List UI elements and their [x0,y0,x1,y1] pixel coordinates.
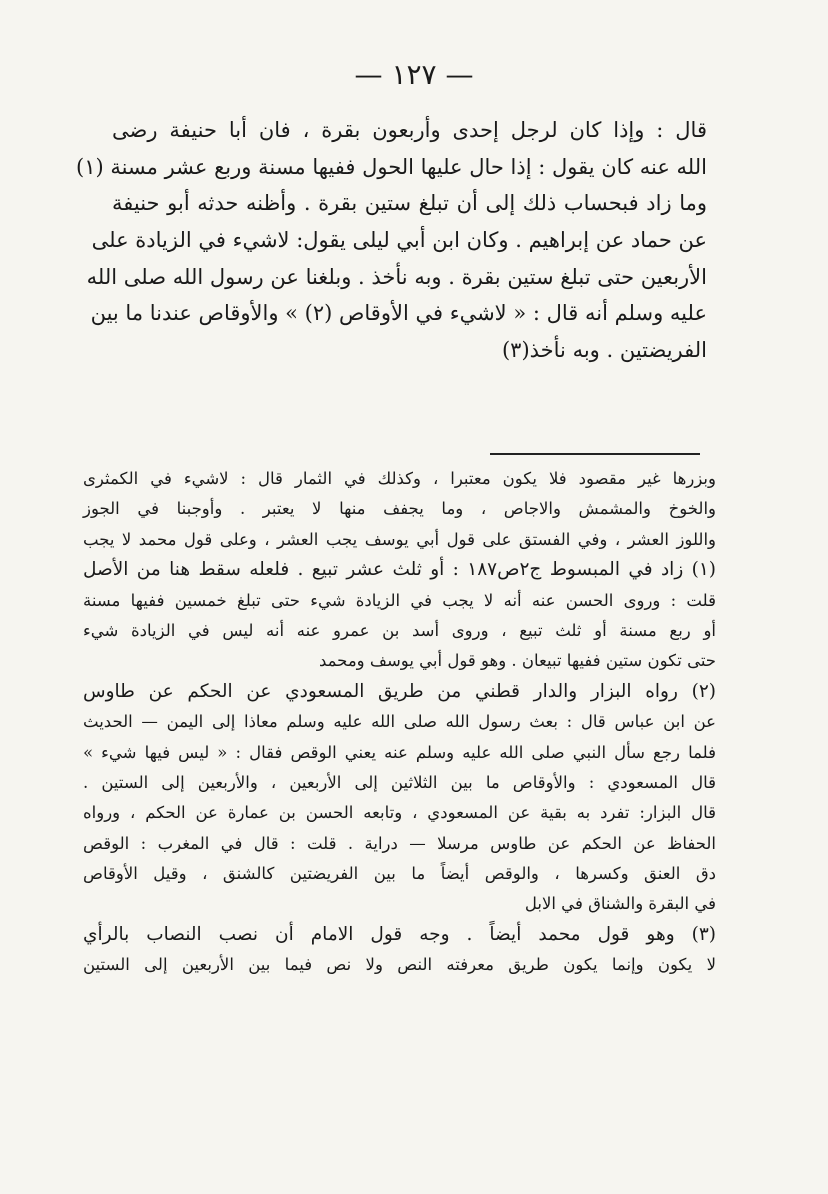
footnote-line: وبزرها غير مقصود فلا يكون معتبرا ، وكذلك في الثمار قال : لاشيء في الكمثرى [83,469,716,488]
footnote-line: دق العنق وكسرها ، والوقص أيضاً ما بين الفريضتين كالشنق ، وقيل الأوقاص [83,864,716,884]
main-text-line: عن حماد عن إبراهيم . وكان ابن أبي ليلى يقول: لاشيء في الزيادة على [91,228,707,253]
footnote-line: الحفاظ عن الحكم عن طاوس مرسلا — دراية . قلت : قال في المغرب : الوقص [83,833,716,853]
footnote-line: فلما رجع سأل النبي صلى الله عليه وسلم عنه يعني الوقص فقال : « ليس فيها شيء » [83,742,716,762]
footnote-divider [490,453,700,455]
footnote-line: قال المسعودي : والأوقاص ما بين الثلاثين إلى الأربعين ، والأربعين إلى الستين . [83,772,716,792]
footnote-line: (٢) رواه البزار والدار قطني من طريق المسعودي عن الحكم عن طاوس [83,680,716,702]
footnote-line: (٣) وهو قول محمد أيضاً . وجه قول الامام أن نصب النصاب بالرأي [83,923,716,945]
main-text-line: الله عنه كان يقول : إذا حال عليها الحول ففيها مسنة وربع عشر مسنة (١) [75,154,707,179]
main-text-line: قال : وإذا كان لرجل إحدى وأربعون بقرة ، فان أبا حنيفة رضى [112,118,707,142]
main-text-line: عليه وسلم أنه قال : « لاشيء في الأوقاص (٢) » والأوقاص عندنا ما بين [90,301,707,326]
footnote-line: لا يكون وإنما يكون طريق معرفته النص ولا نص فيما بين الأربعين إلى الستين [83,955,716,975]
footnote-line: أو ربع مسنة أو ثلث تبيع ، وروى أسد بن عمرو عنه أنه ليس في الزيادة شيء [83,620,716,640]
main-text [75,112,707,369]
page-number: — ١٢٧ — [354,58,474,91]
main-text-line: الأربعين حتى تبلغ ستين بقرة . وبه نأخذ . وبلغنا عن رسول الله صلى الله [86,264,707,289]
footnote-line: (١) زاد في المبسوط ج٢ص١٨٧ : أو ثلث عشر تبيع . فلعله سقط هنا من الأصل [83,559,716,581]
footnote-line: قال البزار: تفرد به بقية عن المسعودي ، وتابعه الحسن بن عمارة عن الحكم ، ورواه [83,803,716,823]
footnote-line: قلت : وروى الحسن عنه أنه لا يجب في الزيادة شيء حتى تبلغ خمسين ففيها مسنة [83,590,716,610]
footnote-line: واللوز العشر ، وفي الفستق على قول أبي يوسف يجب العشر ، وعلى قول محمد لا يجب [83,529,716,549]
footnotes [83,464,716,981]
main-text-line: وما زاد فبحساب ذلك إلى أن تبلغ ستين بقرة . وأظنه حدثه أبو حنيفة [112,191,707,216]
footnote-line: حتى تكون ستين ففيها تبيعان . وهو قول أبي يوسف ومحمد [318,651,716,671]
footnote-line: في البقرة والشناق في الابل [524,894,716,914]
main-text-line: الفريضتين . وبه نأخذ(٣) [501,338,707,363]
footnote-line: عن ابن عباس قال : بعث رسول الله صلى الله عليه وسلم معاذا إلى اليمن — الحديث [83,712,716,732]
footnote-line: والخوخ والمشمش والاجاص ، وما يجفف منها لا يعتبر . وأوجبنا في الجوز [83,499,716,519]
